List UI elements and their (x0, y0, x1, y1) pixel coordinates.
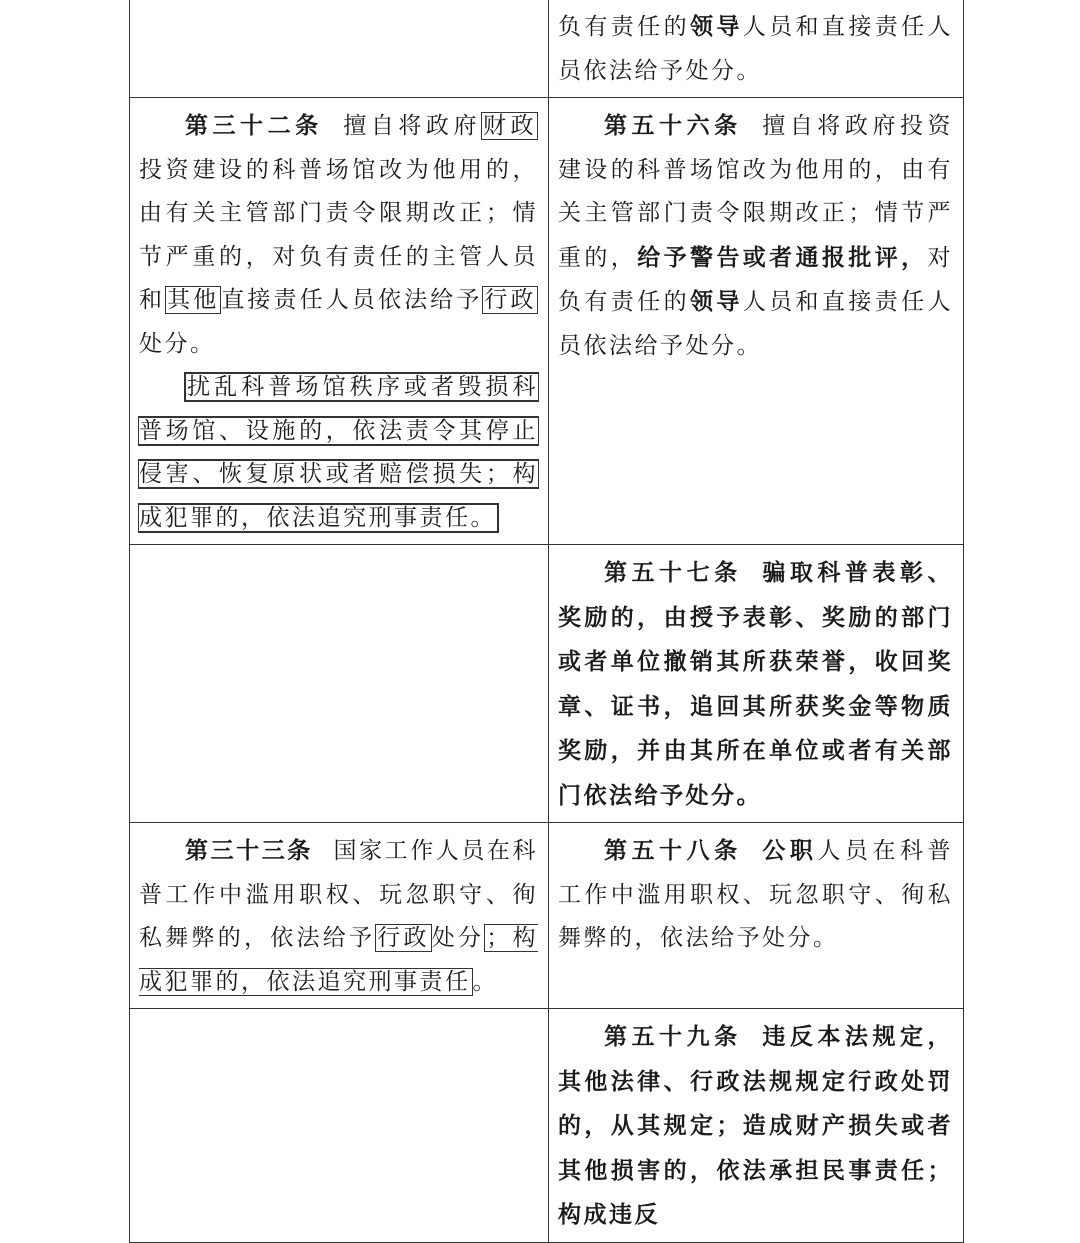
body-text: 擅自将政府 (343, 113, 481, 139)
boxed-text: 其他 (167, 287, 220, 313)
body-text: 人员和直接责任人员依法给予处分。 (558, 14, 954, 84)
body-text: 对负有责任的 (558, 244, 954, 315)
old-paragraph (139, 829, 538, 1004)
bold-text: 给予警告或者通报批评， (637, 243, 928, 271)
boxed-deleted-text: 扰乱科普场馆秩序或者毁损科普场馆、设施的，依法责令其停止侵害、恢复原状或者赔偿损失；构成犯罪的，依法追究刑事责任。 (139, 374, 538, 531)
new-text-cell (549, 823, 964, 1009)
old-paragraph-2 (139, 366, 538, 540)
new-text-cell (549, 0, 964, 98)
body-text: 负有责任的 (558, 14, 690, 40)
new-paragraph (558, 1015, 953, 1238)
body-text: 处分 (431, 925, 485, 951)
article-number: 第五十六条 (604, 112, 742, 139)
old-text-cell (130, 545, 549, 823)
boxed-text: 行政 (377, 925, 430, 951)
old-text-cell (130, 1009, 549, 1243)
article-number: 第三十二条 (185, 112, 323, 139)
new-text-cell (549, 98, 964, 545)
article-number: 第五十八条 (604, 837, 742, 864)
table-row (130, 823, 964, 1009)
new-paragraph (558, 829, 953, 961)
boxed-text: ；构成犯罪的，依法追究刑事责任 (139, 925, 538, 995)
article-number: 第三十三条 (185, 837, 313, 864)
old-text-cell (130, 823, 549, 1009)
body-text: 人员在科普工作中滥用职权、玩忽职守、徇私舞弊的，依法给予处分。 (558, 838, 954, 951)
article-number: 第五十九条 (604, 1023, 742, 1050)
article-number: 第五十七条 (604, 559, 742, 586)
new-paragraph (558, 104, 953, 368)
bold-text: 领导 (689, 13, 743, 40)
body-text: 擅自将政府投资建设的科普场馆改为他用的，由有关主管部门责令限期改正；情节严重的， (558, 113, 954, 271)
body-text: 人员和直接责任人员依法给予处分。 (558, 289, 954, 359)
body-text: 。 (472, 968, 498, 995)
old-paragraph (139, 104, 538, 366)
table-row (130, 1009, 964, 1243)
new-paragraph (558, 5, 953, 93)
old-text-cell (130, 98, 549, 545)
bold-text: 骗取科普表彰、奖励的，由授予表彰、奖励的部门或者单位撤销其所获荣誉，收回奖章、证书，追回其所获奖金等物质奖励，并由其所在单位或者有关部门依法给予处分。 (558, 559, 954, 809)
body-text: 直接责任人员依法给予 (221, 287, 483, 313)
bold-text: 违反本法规定，其他法律、行政法规规定行政处罚的，从其规定；造成财产损失或者其他损害的，依法承担民事责任；构成违反 (558, 1023, 954, 1228)
table-row (130, 98, 964, 545)
body-text: 国家工作人员在科普工作中滥用职权、玩忽职守、徇私舞弊的，依法给予 (139, 838, 539, 951)
table-row (130, 545, 964, 823)
new-text-cell (549, 1009, 964, 1243)
boxed-text: 行政 (484, 287, 537, 313)
table-row (130, 0, 964, 98)
new-text-cell (549, 545, 964, 823)
old-text-cell (130, 0, 549, 98)
bold-text: 公职 (762, 837, 818, 864)
boxed-text: 财政 (483, 113, 537, 139)
law-comparison-table (129, 0, 964, 1243)
bold-text: 领导 (689, 288, 743, 315)
body-text: 投资建设的科普场馆改为他用的，由有关主管部门责令限期改正；情节严重的，对负有责任的主管人员和 (139, 156, 538, 313)
new-paragraph (558, 551, 953, 818)
body-text: 处分。 (139, 330, 216, 357)
